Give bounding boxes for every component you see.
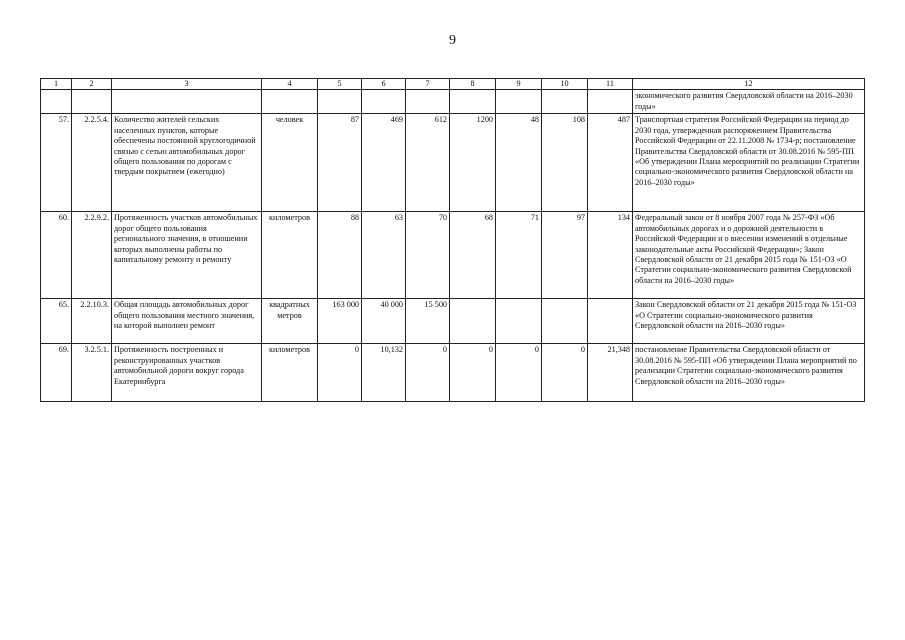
column-header: 10 <box>542 79 588 90</box>
row-code: 2.2.9.2. <box>72 212 112 299</box>
source-cell: Федеральный закон от 8 ноября 2007 года № 257-ФЗ «Об автомобильных дорогах и о дорожной деятельности в Российской Федерации и о внесении изменений в отдельные законодательные акты Российской Федерации»; Закон Свердловской области от 21 декабря 2015 года № 151-ОЗ «О Стратегии социально-экономического развития Свердловской области на 2016–2030 годы» <box>633 212 865 299</box>
source-cell: Транспортная стратегия Российской Федерации на период до 2030 года, утвержденная распоряжением Правительства Российской Федерации от 22.11.2008 № 1734-р; постановление Правительства Свердловской области от 30.08.2016 № 595-ПП «Об утверждении Плана мероприятий по реализации Стратегии социально-экономического развития Свердловской области на 2016–2030 годы» <box>633 114 865 212</box>
value-cell: 1200 <box>450 114 496 212</box>
value-cell: 97 <box>542 212 588 299</box>
row-code: 3.2.5.1. <box>72 344 112 402</box>
source-cell: экономического развития Свердловской области на 2016–2030 годы» <box>633 90 865 114</box>
source-cell: постановление Правительства Свердловской области от 30.08.2016 № 595-ПП «Об утверждении Плана мероприятий по реализации Стратегии социально-экономического развития Свердловской области на 2016–2030 годы» <box>633 344 865 402</box>
row-code: 2.2.10.3. <box>72 299 112 344</box>
column-header: 9 <box>496 79 542 90</box>
value-cell: 21,348 <box>588 344 633 402</box>
value-cell: 612 <box>406 114 450 212</box>
row-number: 69. <box>41 344 72 402</box>
value-cell: 40 000 <box>362 299 406 344</box>
value-cell: 469 <box>362 114 406 212</box>
column-header: 12 <box>633 79 865 90</box>
value-cell: 48 <box>496 114 542 212</box>
value-cell: 68 <box>450 212 496 299</box>
column-header: 6 <box>362 79 406 90</box>
column-header: 1 <box>41 79 72 90</box>
header-row <box>41 79 865 90</box>
table-row <box>41 344 865 402</box>
page-number: 9 <box>449 33 456 48</box>
value-cell: 108 <box>542 114 588 212</box>
indicator-name: Количество жителей сельских населенных пунктов, которые обеспечены постоянной круглогодичной связью с сетью автомобильных дорог общего пользования по дорогам с твердым покрытием (ежегодно) <box>112 114 262 212</box>
row-number: 57. <box>41 114 72 212</box>
column-header: 4 <box>262 79 318 90</box>
value-cell: 88 <box>318 212 362 299</box>
value-cell <box>496 299 542 344</box>
value-cell: 87 <box>318 114 362 212</box>
unit-cell: километров <box>262 344 318 402</box>
value-cell: 0 <box>318 344 362 402</box>
column-header: 2 <box>72 79 112 90</box>
column-header: 11 <box>588 79 633 90</box>
value-cell: 163 000 <box>318 299 362 344</box>
value-cell: 0 <box>496 344 542 402</box>
value-cell: 0 <box>450 344 496 402</box>
table-row <box>41 114 865 212</box>
column-header: 8 <box>450 79 496 90</box>
row-number: 65. <box>41 299 72 344</box>
value-cell: 70 <box>406 212 450 299</box>
value-cell: 63 <box>362 212 406 299</box>
indicator-name: Общая площадь автомобильных дорог общего пользования местного значения, на которой выполнен ремонт <box>112 299 262 344</box>
column-header: 3 <box>112 79 262 90</box>
row-code: 2.2.5.4. <box>72 114 112 212</box>
row-number: 60. <box>41 212 72 299</box>
value-cell <box>542 299 588 344</box>
value-cell: 134 <box>588 212 633 299</box>
column-header: 5 <box>318 79 362 90</box>
indicator-name: Протяженность построенных и реконструированных участков автомобильной дороги вокруг города Екатеринбурга <box>112 344 262 402</box>
value-cell <box>450 299 496 344</box>
value-cell: 10,132 <box>362 344 406 402</box>
table-row <box>41 212 865 299</box>
value-cell: 71 <box>496 212 542 299</box>
value-cell: 487 <box>588 114 633 212</box>
value-cell: 0 <box>542 344 588 402</box>
value-cell: 0 <box>406 344 450 402</box>
source-cell: Закон Свердловской области от 21 декабря 2015 года № 151-ОЗ «О Стратегии социально-экономического развития Свердловской области на 2016–2030 годы» <box>633 299 865 344</box>
value-cell: 15 500 <box>406 299 450 344</box>
unit-cell: квадратных метров <box>262 299 318 344</box>
unit-cell: километров <box>262 212 318 299</box>
indicator-name: Протяженность участков автомобильных дорог общего пользования регионального значения, в отношении которых выполнены работы по капитальному ремонту и ремонту <box>112 212 262 299</box>
indicators-table <box>40 78 865 402</box>
column-header: 7 <box>406 79 450 90</box>
value-cell <box>588 299 633 344</box>
unit-cell: человек <box>262 114 318 212</box>
continuation-row <box>41 90 865 114</box>
table-row <box>41 299 865 344</box>
